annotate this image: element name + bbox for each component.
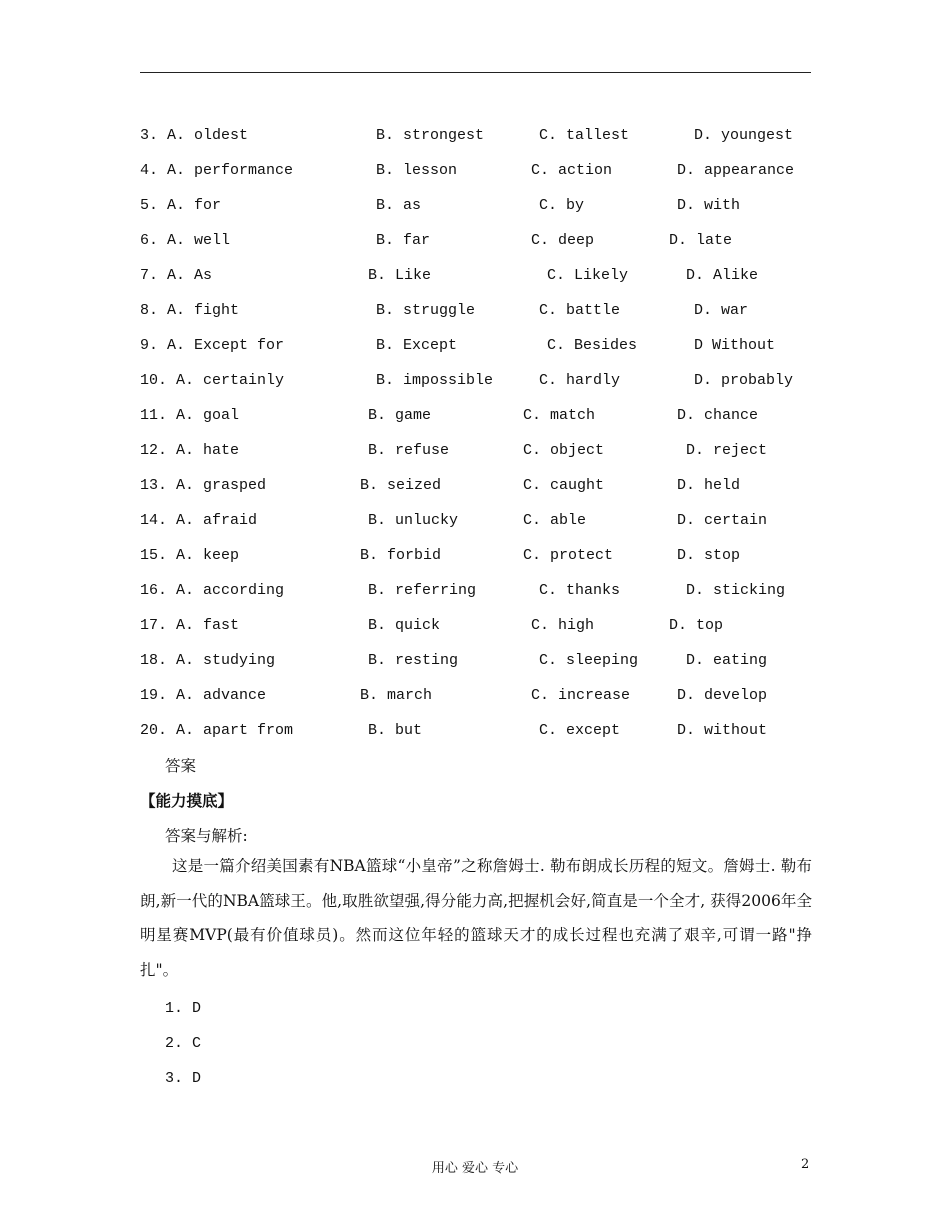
option-a: 15. A. keep bbox=[140, 547, 240, 564]
option-c: C. deep bbox=[531, 232, 595, 249]
answer-item: 1. D bbox=[165, 1000, 202, 1017]
option-a: 12. A. hate bbox=[140, 442, 240, 459]
option-b: B. Except bbox=[376, 337, 458, 354]
option-b: B. Like bbox=[368, 267, 432, 284]
option-d: D. top bbox=[669, 617, 724, 634]
option-b: B. resting bbox=[368, 652, 459, 669]
option-b: B. march bbox=[360, 687, 433, 704]
option-c: C. caught bbox=[523, 477, 605, 494]
option-d: D. sticking bbox=[686, 582, 786, 599]
section-title: 【能力摸底】 bbox=[140, 791, 234, 810]
option-b: B. but bbox=[368, 722, 423, 739]
option-a: 3. A. oldest bbox=[140, 127, 249, 144]
answer-item: 3. D bbox=[165, 1070, 202, 1087]
option-c: C. hardly bbox=[539, 372, 621, 389]
option-a: 10. A. certainly bbox=[140, 372, 285, 389]
option-c: C. match bbox=[523, 407, 596, 424]
option-d: D. eating bbox=[686, 652, 768, 669]
option-a: 14. A. afraid bbox=[140, 512, 258, 529]
option-c: C. protect bbox=[523, 547, 614, 564]
option-c: C. high bbox=[531, 617, 595, 634]
option-c: C. sleeping bbox=[539, 652, 639, 669]
option-c: C. object bbox=[523, 442, 605, 459]
analysis-heading: 答案与解析: bbox=[165, 827, 248, 845]
option-b: B. game bbox=[368, 407, 432, 424]
option-a: 8. A. fight bbox=[140, 302, 240, 319]
option-c: C. able bbox=[523, 512, 587, 529]
option-b: B. quick bbox=[368, 617, 441, 634]
option-a: 4. A. performance bbox=[140, 162, 294, 179]
option-d: D. late bbox=[669, 232, 733, 249]
option-b: B. unlucky bbox=[368, 512, 459, 529]
option-c: C. increase bbox=[531, 687, 631, 704]
option-c: C. tallest bbox=[539, 127, 630, 144]
option-c: C. thanks bbox=[539, 582, 621, 599]
option-b: B. refuse bbox=[368, 442, 450, 459]
option-a: 13. A. grasped bbox=[140, 477, 267, 494]
option-b: B. forbid bbox=[360, 547, 442, 564]
option-b: B. lesson bbox=[376, 162, 458, 179]
option-d: D. held bbox=[677, 477, 741, 494]
answer-item: 2. C bbox=[165, 1035, 202, 1052]
option-b: B. referring bbox=[368, 582, 477, 599]
option-c: C. battle bbox=[539, 302, 621, 319]
option-d: D. without bbox=[677, 722, 768, 739]
option-c: C. by bbox=[539, 197, 585, 214]
option-d: D. develop bbox=[677, 687, 768, 704]
page-number: 2 bbox=[801, 1157, 810, 1172]
option-a: 20. A. apart from bbox=[140, 722, 294, 739]
option-d: D. Alike bbox=[686, 267, 759, 284]
option-d: D. war bbox=[694, 302, 749, 319]
option-b: B. as bbox=[376, 197, 422, 214]
option-c: C. Besides bbox=[547, 337, 638, 354]
option-c: C. Likely bbox=[547, 267, 629, 284]
analysis-paragraph: 这是一篇介绍美国素有NBA篮球“小皇帝”之称詹姆士. 勒布朗成长历程的短文。詹姆士. 勒布朗,新一代的NBA篮球王。他,取胜欲望强,得分能力高,把握机会好,简直是一个全才, 获得2006年全明星赛MVP(最有价值球员)。然而这位年轻的篮球天才的成长过程也充满了艰辛,可谓一路"挣扎"。 bbox=[140, 857, 812, 979]
option-d: D. with bbox=[677, 197, 741, 214]
option-a: 6. A. well bbox=[140, 232, 231, 249]
option-c: C. action bbox=[531, 162, 613, 179]
header-rule bbox=[140, 72, 811, 73]
footer-motto: 用心 爱心 专心 bbox=[431, 1161, 519, 1176]
option-b: B. seized bbox=[360, 477, 442, 494]
option-a: 7. A. As bbox=[140, 267, 213, 284]
option-a: 16. A. according bbox=[140, 582, 285, 599]
option-d: D. certain bbox=[677, 512, 768, 529]
option-c: C. except bbox=[539, 722, 621, 739]
answer-heading: 答案 bbox=[165, 757, 197, 775]
option-d: D. probably bbox=[694, 372, 794, 389]
option-a: 18. A. studying bbox=[140, 652, 276, 669]
option-d: D. appearance bbox=[677, 162, 795, 179]
option-a: 19. A. advance bbox=[140, 687, 267, 704]
option-d: D Without bbox=[694, 337, 776, 354]
option-d: D. reject bbox=[686, 442, 768, 459]
option-d: D. youngest bbox=[694, 127, 794, 144]
option-b: B. struggle bbox=[376, 302, 476, 319]
option-d: D. chance bbox=[677, 407, 759, 424]
option-b: B. strongest bbox=[376, 127, 485, 144]
option-b: B. far bbox=[376, 232, 431, 249]
option-a: 5. A. for bbox=[140, 197, 222, 214]
option-a: 17. A. fast bbox=[140, 617, 240, 634]
option-d: D. stop bbox=[677, 547, 741, 564]
option-b: B. impossible bbox=[376, 372, 494, 389]
option-a: 11. A. goal bbox=[140, 407, 240, 424]
option-a: 9. A. Except for bbox=[140, 337, 285, 354]
